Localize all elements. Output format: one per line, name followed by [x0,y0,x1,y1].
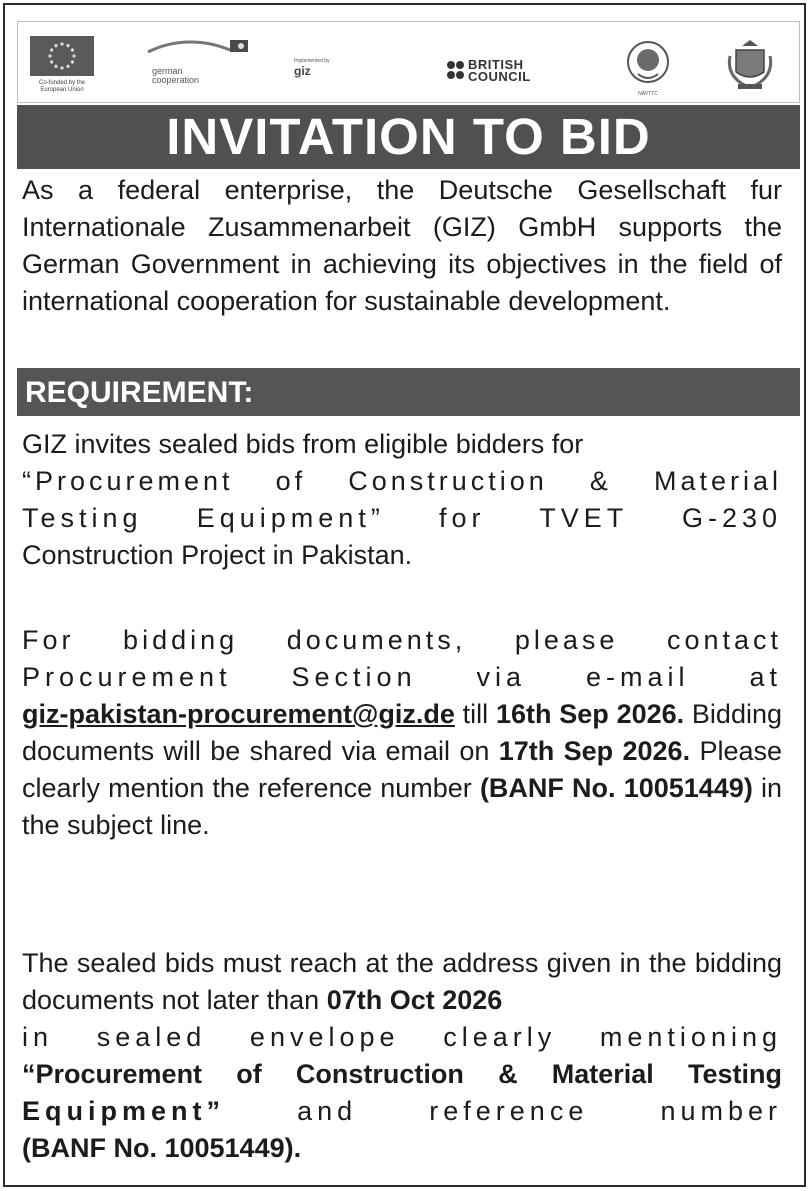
logo-strip [17,21,800,103]
requirement-paragraph [22,426,782,574]
deadline-subject: “Procurement of Construction & Material Testing [22,1059,782,1089]
eu-caption: Co-funded by the European Union [38,80,86,93]
bidding-text-4: in the subject line. [22,773,782,840]
advertisement-frame [3,3,806,1187]
pakistan-government-emblem [722,36,778,94]
banf-reference: (BANF No. 10051449) [479,773,753,803]
eu-flag-icon [30,36,94,76]
bidding-text-3: Please clearly mention the reference number [22,736,782,803]
procurement-email-link[interactable]: giz-pakistan-procurement@giz.de [22,699,455,729]
deadline-text-2: and reference number [225,1096,782,1126]
deadline-body [22,945,782,1019]
german-cooperation-swoosh-icon [146,36,250,62]
requirement-heading: REQUIREMENT: [17,368,800,416]
till-text: till [454,699,496,729]
submission-date-1: 16th Sep 2026. [495,699,685,729]
navttc-text: NAVTTC [638,91,658,97]
bidding-paragraph [22,622,782,844]
state-emblem-icon [722,36,778,94]
submission-date-2: 17th Sep 2026. [498,736,691,766]
requirement-line-3: Testing Equipment” for TVET G-230 [22,503,782,533]
british-text: BRITISH [468,57,524,72]
cooperation-text: cooperation [152,75,200,85]
navttc-logo [624,38,672,100]
deadline-subject-line-2 [22,1093,782,1130]
bidding-text-2: Bidding documents will be shared via email on [22,699,782,766]
requirement-line-1: GIZ invites sealed bids from eligible bidders for [22,429,584,459]
requirement-line-2: “Procurement of Construction & Material [22,466,782,496]
deadline-subject-line [22,1056,782,1093]
deadline-date: 07th Oct 2026 [326,985,503,1015]
implemented-by-text: Implemented by [294,58,330,64]
german-text: german [152,66,183,76]
deadline-paragraph [22,945,782,1167]
intro-paragraph: As a federal enterprise, the Deutsche Gesellschaft fur Internationale Zusammenarbeit (GIZ) GmbH supports the German Government in achieving its objectives in the field of international cooperation for sustainable development. [22,175,782,316]
deadline-line-spaced: in sealed envelope clearly mentioning [22,1022,782,1052]
giz-text: giz [294,64,311,78]
page-title: INVITATION TO BID [17,105,800,169]
council-text: COUNCIL [468,69,531,84]
british-council-logo [446,58,576,86]
deadline-text-1: The sealed bids must reach at the address given in the bidding documents not later than [22,948,782,1015]
deadline-banf: (BANF No. 10051449). [22,1133,302,1163]
bidding-body [22,696,782,844]
bidding-line-2: Procurement Section via e-mail at [22,662,782,692]
german-cooperation-logo [146,36,250,84]
deadline-subject-2: Equipment” [22,1096,225,1126]
requirement-line-4: Construction Project in Pakistan. [22,540,413,570]
navttc-emblem-icon [624,38,672,86]
deadline-banf-line [22,1130,782,1167]
bidding-line-1: For bidding documents, please contact [22,625,782,655]
giz-logo [294,58,374,78]
